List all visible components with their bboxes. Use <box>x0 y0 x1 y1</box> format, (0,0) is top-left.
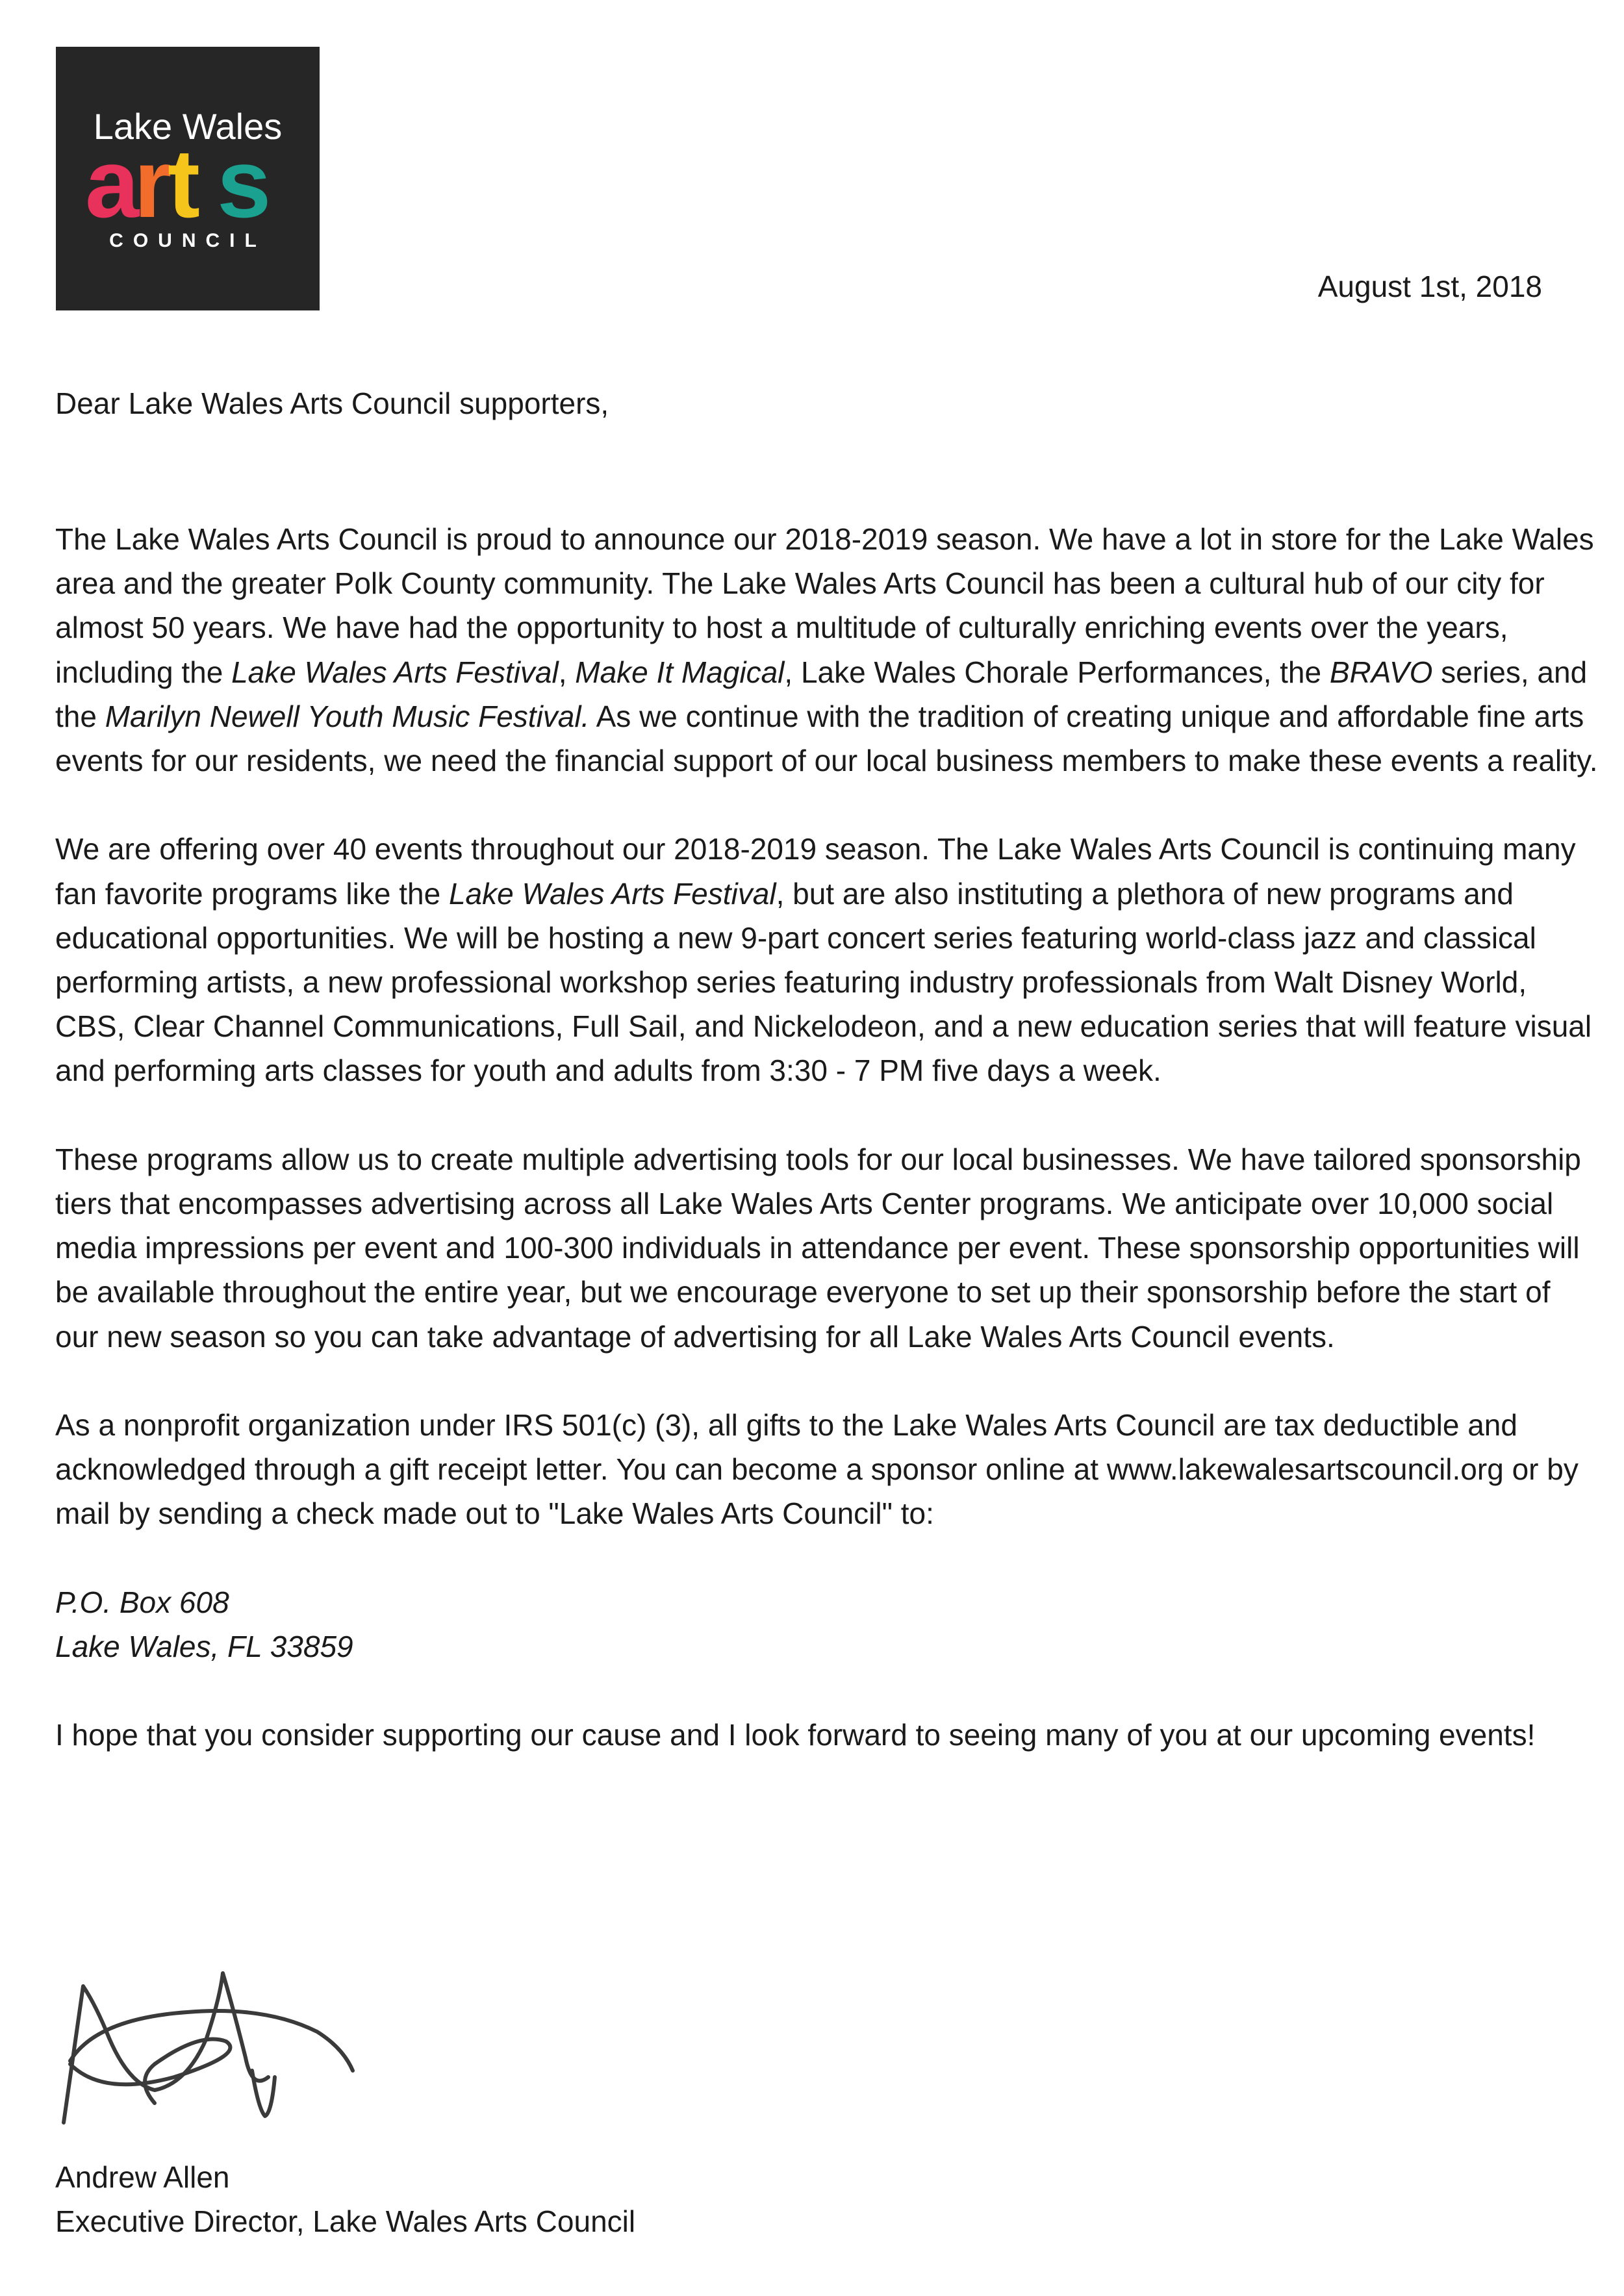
logo-line3: COUNCIL <box>109 230 266 251</box>
signer-block <box>55 2155 635 2243</box>
address-line-2: Lake Wales, FL 33859 <box>55 1630 353 1664</box>
address-line-1: P.O. Box 608 <box>55 1585 229 1619</box>
paragraph-5: I hope that you consider supporting our cause and I look forward to seeing many of you at our upcoming events! <box>55 1718 1536 1752</box>
paragraph-4: As a nonprofit organization under IRS 501(c) (3), all gifts to the Lake Wales Arts Council are tax deductible and acknowledged through a gift receipt letter. You can become a sponsor online at www.lakewalesartscouncil.org or by mail by sending a check made out to "Lake Wales Arts Council" to: <box>55 1408 1579 1531</box>
letter-body <box>55 517 1598 1802</box>
logo-line1: Lake Wales <box>93 106 283 147</box>
letter-date: August 1st, 2018 <box>1317 270 1542 303</box>
logo-letter-a: a <box>85 129 140 238</box>
paragraph-3: These programs allow us to create multiple advertising tools for our local businesses. We have tailored sponsorship tiers that encompasses advertising across all Lake Wales Arts Center programs. We anticipate over 10,000 social media impressions per event and 100-300 individuals in attendance per event. These sponsorship opportunities will be available throughout the entire year, but we encourage everyone to set up their sponsorship before the start of our new season so you can take advantage of advertising for all Lake Wales Arts Council events. <box>55 1142 1581 1354</box>
paragraph-1: The Lake Wales Arts Council is proud to announce our 2018-2019 season. We have a lot in store for the Lake Wales area and the greater Polk County community. The Lake Wales Arts Council has been a cultural hub of our city for almost 50 years. We have had the opportunity to host a multitude of culturally enriching events over the years, including the Lake Wales Arts Festival, Make It Magical, Lake Wales Chorale Performances, the BRAVO series, and the Marilyn Newell Youth Music Festival. As we continue with the tradition of creating unique and affordable fine arts events for our residents, we need the financial support of our local business members to make these events a reality. <box>55 522 1598 778</box>
logo-letter-s: s <box>217 129 272 238</box>
organization-logo <box>56 47 320 310</box>
mailing-address <box>55 1580 1598 1669</box>
logo-letter-t: t <box>168 129 200 238</box>
logo-letter-r: r <box>134 129 172 238</box>
handwritten-signature <box>57 1967 360 2136</box>
signer-name: Andrew Allen <box>55 2160 230 2194</box>
salutation: Dear Lake Wales Arts Council supporters, <box>55 386 609 420</box>
signer-title: Executive Director, Lake Wales Arts Council <box>55 2204 636 2239</box>
paragraph-2: We are offering over 40 events throughout our 2018-2019 season. The Lake Wales Arts Council is continuing many fan favorite programs like the Lake Wales Arts Festival, but are also instituting a plethora of new programs and educational opportunities. We will be hosting a new 9-part concert series featuring world-class jazz and classical performing artists, a new professional workshop series featuring industry professionals from Walt Disney World, CBS, Clear Channel Communications, Full Sail, and Nickelodeon, and a new education series that will feature visual and performing arts classes for youth and adults from 3:30 - 7 PM five days a week. <box>55 832 1592 1088</box>
